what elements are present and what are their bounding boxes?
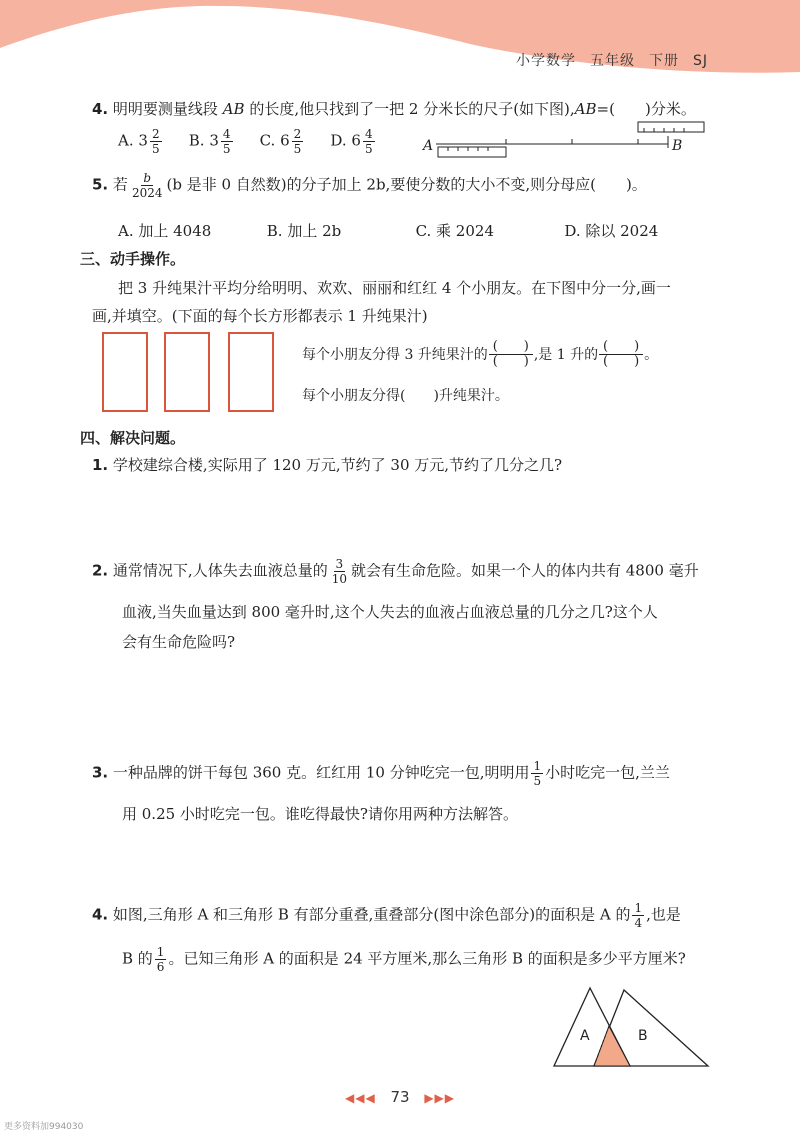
section-4-title: 四、解决问题。 [80, 429, 186, 447]
triangle-b-label: B [638, 1028, 648, 1044]
option-d: D. 6 $\frac{4}{5}$ [330, 127, 373, 156]
problem-2-line2: 血液,当失血量达到 800 毫升时,这个人失去的血液占血液总量的几分之几?这个人 [122, 603, 658, 621]
next-arrows-icon: ▶▶▶ [424, 1091, 456, 1105]
q5-option-c: C. 乘 2024 [415, 222, 494, 240]
problem-3: 3. 一种品牌的饼干每包 360 克。红红用 10 分钟吃完一包,明明用 $\frac{1}{5}$ 小时吃完一包,兰兰 [92, 759, 670, 788]
question-4: 4. 明明要测量线段 AB 的长度,他只找到了一把 2 分米长的尺子(如下图),AB=( )分米。 [92, 100, 696, 118]
problem-3-line2: 用 0.25 小时吃完一包。谁吃得最快?请你用两种方法解答。 [122, 805, 518, 823]
q5-options [118, 220, 684, 241]
option-c: C. 6 $\frac{2}{5}$ [259, 127, 302, 156]
page-footer [0, 1088, 800, 1106]
option-b: B. 3 $\frac{4}{5}$ [188, 127, 231, 156]
sec3-line1: 把 3 升纯果汁平均分给明明、欢欢、丽丽和红红 4 个小朋友。在下图中分一分,画一 [118, 279, 671, 297]
sec3-fill-1: 每个小朋友分得 3 升纯果汁的 $\frac{( )}{( )}$ ,是 1 升的 $\frac{( )}{( )}$ 。 [302, 339, 659, 370]
triangles-diagram [548, 978, 714, 1074]
question-5: 5. 若 $\frac{b}{2024}$ (b 是非 0 自然数)的分子加上 2b,要使分数的大小不变,则分母应( )。 [92, 171, 647, 200]
juice-rect-1[interactable] [102, 332, 148, 412]
triangle-a-label: A [580, 1028, 590, 1044]
fraction-blank-1[interactable]: $\frac{( )}{( )}$ [488, 340, 534, 370]
point-a-label: A [423, 138, 434, 154]
problem-2: 2. 通常情况下,人体失去血液总量的 $\frac{3}{10}$ 就会有生命危险。如果一个人的体内共有 4800 毫升 [92, 557, 699, 586]
section-3-title: 三、动手操作。 [80, 250, 186, 268]
point-b-label: B [672, 138, 683, 154]
q5-option-b: B. 加上 2b [266, 222, 342, 240]
problem-4-line2: B 的 $\frac{1}{6}$ 。已知三角形 A 的面积是 24 平方厘米,那么三角形 B 的面积是多少平方厘米? [122, 945, 686, 974]
overlap-shaded-region [594, 1026, 630, 1066]
sec3-line2: 画,并填空。(下面的每个长方形都表示 1 升纯果汁) [92, 307, 428, 325]
q4-options [118, 128, 398, 155]
ruler-diagram [420, 118, 720, 166]
sec3-fill-2: 每个小朋友分得( )升纯果汁。 [302, 388, 509, 404]
juice-rect-3[interactable] [228, 332, 274, 412]
problem-2-line3: 会有生命危险吗? [122, 633, 236, 651]
option-a: A. 3 $\frac{2}{5}$ [118, 127, 160, 156]
fraction-blank-2[interactable]: $\frac{( )}{( )}$ [598, 340, 644, 370]
page-number: 73 [390, 1088, 410, 1106]
prev-arrows-icon: ◀◀◀ [344, 1091, 376, 1105]
q5-option-a: A. 加上 4048 [118, 222, 212, 240]
watermark: 更多资料加994030 [4, 1122, 84, 1132]
q5-option-d: D. 除以 2024 [564, 222, 659, 240]
problem-1: 1. 学校建综合楼,实际用了 120 万元,节约了 30 万元,节约了几分之几? [92, 456, 563, 474]
juice-rect-2[interactable] [164, 332, 210, 412]
problem-4: 4. 如图,三角形 A 和三角形 B 有部分重叠,重叠部分(图中涂色部分)的面积是 A 的 $\frac{1}{4}$ ,也是 [92, 901, 681, 930]
header-info: 小学数学 五年级 下册 SJ [515, 53, 708, 69]
